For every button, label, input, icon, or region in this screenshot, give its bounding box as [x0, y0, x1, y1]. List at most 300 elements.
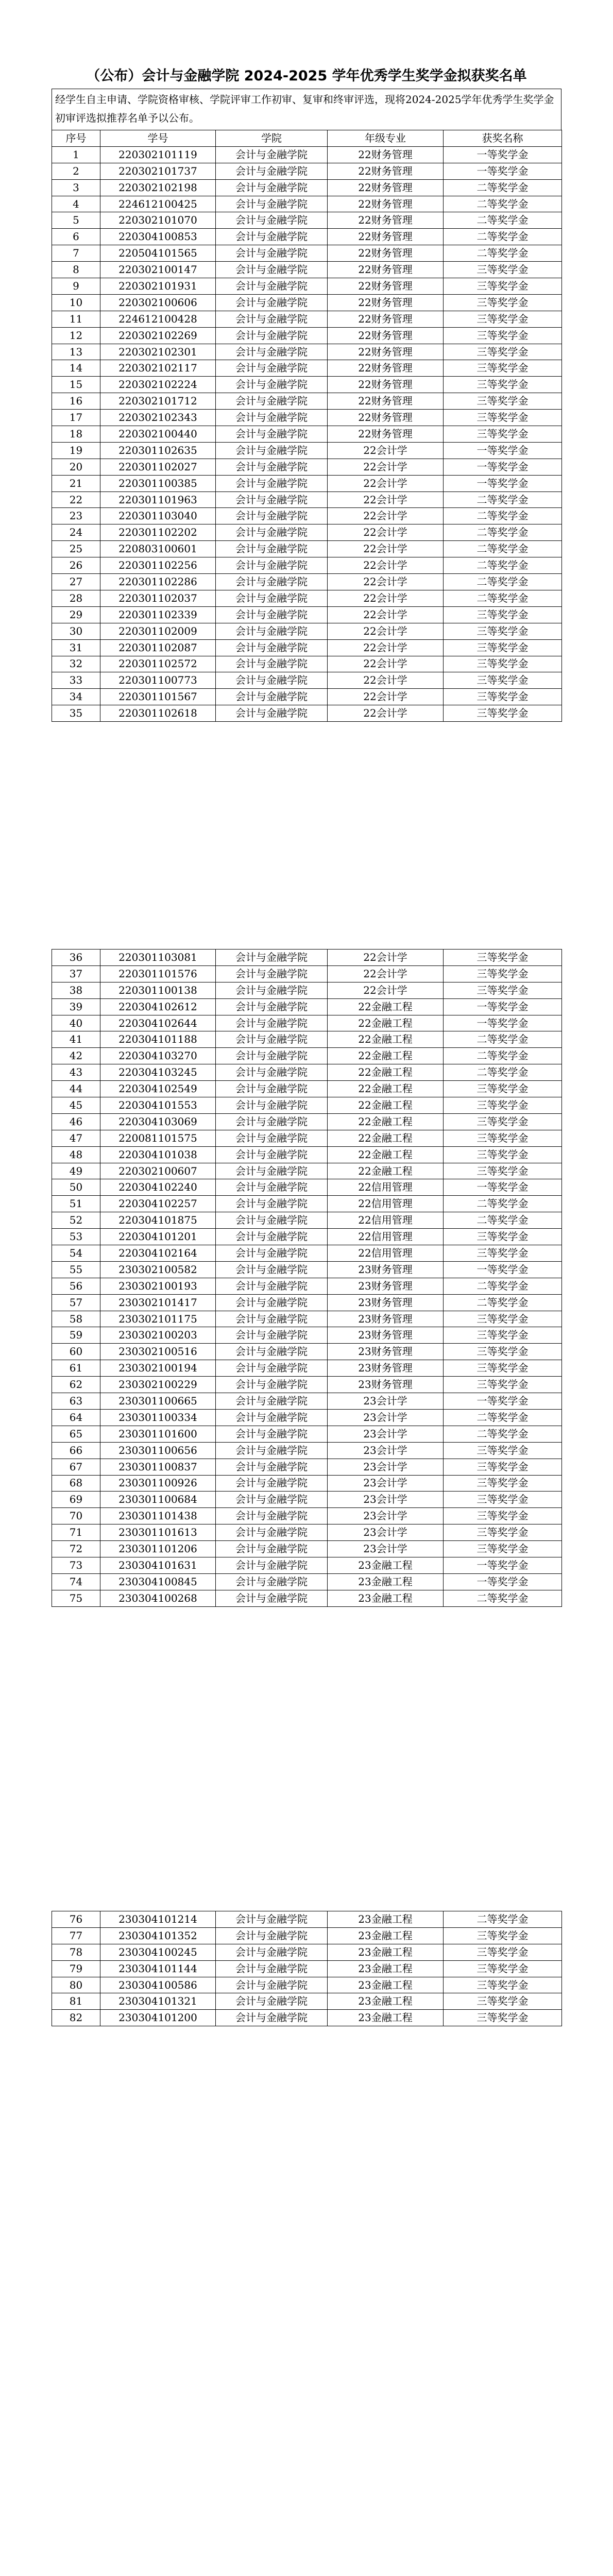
table-row	[52, 262, 562, 278]
cell-student-id: 220301102572	[100, 656, 216, 672]
cell-award: 二等奖学金	[444, 1212, 562, 1229]
cell-college: 会计与金融学院	[216, 1311, 328, 1327]
award-table	[52, 949, 562, 1607]
table-row	[52, 1344, 562, 1360]
cell-student-id: 220301102256	[100, 557, 216, 574]
cell-award: 三等奖学金	[444, 1960, 562, 1977]
cell-student-id: 220304102549	[100, 1081, 216, 1097]
cell-index: 52	[52, 1212, 100, 1229]
cell-index: 4	[52, 196, 100, 212]
cell-award: 二等奖学金	[444, 212, 562, 229]
cell-college: 会计与金融学院	[216, 1212, 328, 1229]
cell-award: 三等奖学金	[444, 360, 562, 377]
cell-student-id: 220301102286	[100, 574, 216, 590]
table-row	[52, 1557, 562, 1573]
table-row	[52, 1944, 562, 1960]
cell-grade-major: 22信用管理	[328, 1212, 444, 1229]
cell-college: 会计与金融学院	[216, 623, 328, 639]
cell-grade-major: 23金融工程	[328, 1960, 444, 1977]
cell-award: 一等奖学金	[444, 1015, 562, 1031]
cell-award: 一等奖学金	[444, 475, 562, 492]
cell-award: 二等奖学金	[444, 1196, 562, 1212]
table-row	[52, 672, 562, 689]
cell-student-id: 220302102301	[100, 344, 216, 360]
cell-grade-major: 23金融工程	[328, 1993, 444, 2010]
cell-student-id: 220803100601	[100, 541, 216, 557]
cell-student-id: 220304100853	[100, 229, 216, 245]
cell-index: 22	[52, 492, 100, 508]
cell-college: 会计与金融学院	[216, 606, 328, 623]
table-row	[52, 1064, 562, 1081]
cell-grade-major: 22金融工程	[328, 1015, 444, 1031]
cell-index: 27	[52, 574, 100, 590]
cell-award: 二等奖学金	[444, 1426, 562, 1442]
cell-index: 18	[52, 426, 100, 443]
cell-college: 会计与金融学院	[216, 360, 328, 377]
cell-student-id: 220301103081	[100, 950, 216, 966]
cell-award: 二等奖学金	[444, 1294, 562, 1311]
cell-college: 会计与金融学院	[216, 1031, 328, 1048]
table-row	[52, 1475, 562, 1492]
cell-student-id: 220302101737	[100, 163, 216, 179]
table-row	[52, 475, 562, 492]
cell-student-id: 220302101931	[100, 278, 216, 295]
cell-award: 三等奖学金	[444, 311, 562, 327]
cell-index: 26	[52, 557, 100, 574]
cell-grade-major: 22财务管理	[328, 393, 444, 410]
cell-grade-major: 22金融工程	[328, 1064, 444, 1081]
cell-college: 会计与金融学院	[216, 475, 328, 492]
cell-student-id: 220301101963	[100, 492, 216, 508]
cell-index: 76	[52, 1911, 100, 1928]
cell-college: 会计与金融学院	[216, 327, 328, 344]
table-row	[52, 590, 562, 606]
cell-student-id: 230304100245	[100, 1944, 216, 1960]
cell-award: 二等奖学金	[444, 524, 562, 541]
cell-grade-major: 22会计学	[328, 492, 444, 508]
cell-college: 会计与金融学院	[216, 1048, 328, 1064]
cell-college: 会计与金融学院	[216, 574, 328, 590]
cell-index: 32	[52, 656, 100, 672]
cell-student-id: 220301102202	[100, 524, 216, 541]
cell-award: 一等奖学金	[444, 998, 562, 1015]
cell-award: 三等奖学金	[444, 1113, 562, 1130]
cell-student-id: 230304101321	[100, 1993, 216, 2010]
cell-grade-major: 22财务管理	[328, 344, 444, 360]
cell-student-id: 220304102644	[100, 1015, 216, 1031]
cell-college: 会计与金融学院	[216, 344, 328, 360]
cell-award: 三等奖学金	[444, 656, 562, 672]
cell-grade-major: 23会计学	[328, 1508, 444, 1524]
cell-grade-major: 23财务管理	[328, 1261, 444, 1278]
cell-index: 47	[52, 1130, 100, 1146]
cell-college: 会计与金融学院	[216, 1097, 328, 1114]
cell-student-id: 220301100385	[100, 475, 216, 492]
cell-award: 三等奖学金	[444, 965, 562, 982]
cell-grade-major: 23金融工程	[328, 1927, 444, 1944]
cell-award: 三等奖学金	[444, 1944, 562, 1960]
cell-grade-major: 23会计学	[328, 1492, 444, 1508]
cell-index: 63	[52, 1393, 100, 1410]
cell-student-id: 230304101631	[100, 1557, 216, 1573]
cell-student-id: 230304101352	[100, 1927, 216, 1944]
cell-grade-major: 22会计学	[328, 508, 444, 524]
cell-student-id: 220304103245	[100, 1064, 216, 1081]
cell-college: 会计与金融学院	[216, 2010, 328, 2026]
cell-award: 三等奖学金	[444, 982, 562, 998]
cell-student-id: 230301100684	[100, 1492, 216, 1508]
cell-grade-major: 23会计学	[328, 1475, 444, 1492]
cell-index: 66	[52, 1442, 100, 1459]
cell-grade-major: 23金融工程	[328, 2010, 444, 2026]
cell-grade-major: 22财务管理	[328, 245, 444, 262]
table-row	[52, 1327, 562, 1344]
cell-grade-major: 23会计学	[328, 1393, 444, 1410]
cell-award: 一等奖学金	[444, 146, 562, 163]
table-row	[52, 1081, 562, 1097]
cell-index: 60	[52, 1344, 100, 1360]
cell-award: 三等奖学金	[444, 410, 562, 426]
cell-college: 会计与金融学院	[216, 377, 328, 393]
cell-student-id: 230302100582	[100, 1261, 216, 1278]
cell-college: 会计与金融学院	[216, 1179, 328, 1196]
cell-grade-major: 23金融工程	[328, 1911, 444, 1928]
cell-award: 二等奖学金	[444, 1048, 562, 1064]
cell-grade-major: 22金融工程	[328, 1113, 444, 1130]
cell-grade-major: 23财务管理	[328, 1344, 444, 1360]
table-row	[52, 557, 562, 574]
cell-award: 二等奖学金	[444, 1064, 562, 1081]
header-grade-major: 年级专业	[328, 130, 444, 147]
cell-student-id: 230304100845	[100, 1573, 216, 1590]
cell-award: 三等奖学金	[444, 1492, 562, 1508]
cell-grade-major: 22金融工程	[328, 1146, 444, 1163]
cell-index: 81	[52, 1993, 100, 2010]
cell-index: 33	[52, 672, 100, 689]
cell-index: 82	[52, 2010, 100, 2026]
cell-grade-major: 22财务管理	[328, 294, 444, 311]
cell-college: 会计与金融学院	[216, 1927, 328, 1944]
table-row	[52, 196, 562, 212]
cell-student-id: 220304102257	[100, 1196, 216, 1212]
table-row	[52, 1508, 562, 1524]
award-table	[52, 1911, 562, 2026]
cell-college: 会计与金融学院	[216, 179, 328, 196]
cell-award: 三等奖学金	[444, 1977, 562, 1993]
cell-award: 三等奖学金	[444, 950, 562, 966]
table-row	[52, 656, 562, 672]
cell-college: 会计与金融学院	[216, 1278, 328, 1294]
cell-award: 一等奖学金	[444, 459, 562, 475]
cell-index: 51	[52, 1196, 100, 1212]
cell-award: 一等奖学金	[444, 1573, 562, 1590]
cell-award: 三等奖学金	[444, 377, 562, 393]
table-row	[52, 1590, 562, 1606]
cell-grade-major: 22财务管理	[328, 262, 444, 278]
cell-index: 3	[52, 179, 100, 196]
cell-grade-major: 22财务管理	[328, 426, 444, 443]
cell-student-id: 220304102164	[100, 1245, 216, 1262]
cell-award: 三等奖学金	[444, 1163, 562, 1179]
cell-award: 二等奖学金	[444, 1031, 562, 1048]
header-college: 学院	[216, 130, 328, 147]
cell-index: 79	[52, 1960, 100, 1977]
cell-college: 会计与金融学院	[216, 672, 328, 689]
table-row	[52, 639, 562, 656]
cell-index: 65	[52, 1426, 100, 1442]
cell-college: 会计与金融学院	[216, 1442, 328, 1459]
cell-index: 57	[52, 1294, 100, 1311]
cell-grade-major: 22会计学	[328, 590, 444, 606]
cell-award: 三等奖学金	[444, 1377, 562, 1393]
cell-student-id: 220301101567	[100, 689, 216, 705]
cell-college: 会计与金融学院	[216, 1344, 328, 1360]
table-row	[52, 1097, 562, 1114]
table-row	[52, 426, 562, 443]
cell-student-id: 220304101875	[100, 1212, 216, 1229]
cell-college: 会计与金融学院	[216, 1573, 328, 1590]
cell-student-id: 230301100665	[100, 1393, 216, 1410]
cell-award: 一等奖学金	[444, 442, 562, 459]
cell-grade-major: 22会计学	[328, 475, 444, 492]
cell-award: 三等奖学金	[444, 426, 562, 443]
table-row	[52, 574, 562, 590]
table-row	[52, 623, 562, 639]
cell-award: 三等奖学金	[444, 1344, 562, 1360]
cell-college: 会计与金融学院	[216, 1081, 328, 1097]
cell-grade-major: 22会计学	[328, 606, 444, 623]
cell-index: 46	[52, 1113, 100, 1130]
cell-student-id: 220301102009	[100, 623, 216, 639]
cell-grade-major: 22财务管理	[328, 410, 444, 426]
table-row	[52, 982, 562, 998]
table-row	[52, 1977, 562, 1993]
cell-college: 会计与金融学院	[216, 1590, 328, 1606]
table-row	[52, 689, 562, 705]
cell-index: 56	[52, 1278, 100, 1294]
cell-index: 17	[52, 410, 100, 426]
cell-grade-major: 23财务管理	[328, 1311, 444, 1327]
table-row	[52, 212, 562, 229]
cell-college: 会计与金融学院	[216, 196, 328, 212]
cell-index: 55	[52, 1261, 100, 1278]
cell-student-id: 220304102612	[100, 998, 216, 1015]
cell-award: 三等奖学金	[444, 294, 562, 311]
cell-college: 会计与金融学院	[216, 705, 328, 722]
cell-college: 会计与金融学院	[216, 1475, 328, 1492]
cell-student-id: 220302102198	[100, 179, 216, 196]
cell-grade-major: 22会计学	[328, 442, 444, 459]
cell-grade-major: 23财务管理	[328, 1377, 444, 1393]
cell-award: 三等奖学金	[444, 672, 562, 689]
cell-award: 三等奖学金	[444, 639, 562, 656]
cell-index: 20	[52, 459, 100, 475]
cell-student-id: 220302101070	[100, 212, 216, 229]
table-row	[52, 1130, 562, 1146]
table-row	[52, 1360, 562, 1377]
cell-college: 会计与金融学院	[216, 1524, 328, 1541]
cell-index: 5	[52, 212, 100, 229]
cell-index: 67	[52, 1459, 100, 1475]
cell-index: 21	[52, 475, 100, 492]
cell-college: 会计与金融学院	[216, 492, 328, 508]
cell-college: 会计与金融学院	[216, 557, 328, 574]
cell-index: 38	[52, 982, 100, 998]
cell-index: 68	[52, 1475, 100, 1492]
cell-index: 59	[52, 1327, 100, 1344]
cell-index: 53	[52, 1229, 100, 1245]
cell-college: 会计与金融学院	[216, 982, 328, 998]
cell-grade-major: 22信用管理	[328, 1196, 444, 1212]
cell-college: 会计与金融学院	[216, 1261, 328, 1278]
cell-award: 一等奖学金	[444, 1557, 562, 1573]
cell-student-id: 220302100607	[100, 1163, 216, 1179]
cell-grade-major: 22财务管理	[328, 311, 444, 327]
cell-grade-major: 22信用管理	[328, 1179, 444, 1196]
cell-index: 64	[52, 1409, 100, 1426]
table-row	[52, 1294, 562, 1311]
cell-college: 会计与金融学院	[216, 950, 328, 966]
cell-grade-major: 23会计学	[328, 1541, 444, 1557]
cell-grade-major: 22财务管理	[328, 377, 444, 393]
cell-award: 一等奖学金	[444, 1179, 562, 1196]
cell-student-id: 220302101712	[100, 393, 216, 410]
cell-award: 二等奖学金	[444, 196, 562, 212]
cell-student-id: 224612100428	[100, 311, 216, 327]
cell-grade-major: 23会计学	[328, 1409, 444, 1426]
cell-award: 二等奖学金	[444, 179, 562, 196]
cell-college: 会计与金融学院	[216, 1229, 328, 1245]
cell-college: 会计与金融学院	[216, 656, 328, 672]
cell-award: 二等奖学金	[444, 245, 562, 262]
cell-grade-major: 23会计学	[328, 1426, 444, 1442]
table-row	[52, 229, 562, 245]
cell-student-id: 230301101438	[100, 1508, 216, 1524]
cell-college: 会计与金融学院	[216, 1508, 328, 1524]
table-row	[52, 541, 562, 557]
cell-award: 三等奖学金	[444, 1360, 562, 1377]
cell-student-id: 220301102618	[100, 705, 216, 722]
cell-grade-major: 22财务管理	[328, 327, 444, 344]
cell-index: 8	[52, 262, 100, 278]
cell-student-id: 220301100773	[100, 672, 216, 689]
cell-grade-major: 22金融工程	[328, 1048, 444, 1064]
cell-student-id: 230301100334	[100, 1409, 216, 1426]
cell-student-id: 230304101200	[100, 2010, 216, 2026]
cell-award: 一等奖学金	[444, 1261, 562, 1278]
table-page-2	[52, 949, 561, 1607]
cell-grade-major: 22财务管理	[328, 146, 444, 163]
table-row	[52, 1911, 562, 1928]
cell-grade-major: 22会计学	[328, 656, 444, 672]
cell-award: 三等奖学金	[444, 1097, 562, 1114]
cell-grade-major: 22会计学	[328, 639, 444, 656]
cell-student-id: 220304102240	[100, 1179, 216, 1196]
table-row	[52, 1960, 562, 1977]
table-row	[52, 327, 562, 344]
table-row	[52, 1163, 562, 1179]
cell-index: 25	[52, 541, 100, 557]
cell-index: 58	[52, 1311, 100, 1327]
cell-index: 31	[52, 639, 100, 656]
cell-award: 二等奖学金	[444, 590, 562, 606]
cell-index: 11	[52, 311, 100, 327]
cell-award: 三等奖学金	[444, 393, 562, 410]
cell-index: 13	[52, 344, 100, 360]
table-row	[52, 1409, 562, 1426]
cell-award: 三等奖学金	[444, 2010, 562, 2026]
cell-college: 会计与金融学院	[216, 1113, 328, 1130]
table-row	[52, 344, 562, 360]
cell-grade-major: 22会计学	[328, 623, 444, 639]
cell-award: 三等奖学金	[444, 327, 562, 344]
cell-index: 37	[52, 965, 100, 982]
cell-award: 三等奖学金	[444, 1541, 562, 1557]
cell-college: 会计与金融学院	[216, 1911, 328, 1928]
cell-index: 39	[52, 998, 100, 1015]
table-row	[52, 1278, 562, 1294]
header-index: 序号	[52, 130, 100, 147]
cell-award: 一等奖学金	[444, 163, 562, 179]
cell-grade-major: 22会计学	[328, 541, 444, 557]
cell-college: 会计与金融学院	[216, 965, 328, 982]
cell-index: 2	[52, 163, 100, 179]
cell-index: 16	[52, 393, 100, 410]
cell-college: 会计与金融学院	[216, 1294, 328, 1311]
cell-student-id: 220302101119	[100, 146, 216, 163]
cell-college: 会计与金融学院	[216, 1196, 328, 1212]
table-row	[52, 1442, 562, 1459]
table-row	[52, 1245, 562, 1262]
cell-award: 三等奖学金	[444, 344, 562, 360]
table-row	[52, 1015, 562, 1031]
cell-student-id: 230301101206	[100, 1541, 216, 1557]
cell-student-id: 230304100268	[100, 1590, 216, 1606]
cell-grade-major: 23财务管理	[328, 1294, 444, 1311]
cell-award: 三等奖学金	[444, 278, 562, 295]
cell-student-id: 220302102269	[100, 327, 216, 344]
cell-student-id: 230301100837	[100, 1459, 216, 1475]
cell-student-id: 220301102037	[100, 590, 216, 606]
cell-college: 会计与金融学院	[216, 1377, 328, 1393]
cell-college: 会计与金融学院	[216, 590, 328, 606]
table-row	[52, 1541, 562, 1557]
cell-college: 会计与金融学院	[216, 294, 328, 311]
cell-student-id: 230302100203	[100, 1327, 216, 1344]
table-row	[52, 146, 562, 163]
intro-paragraph: 经学生自主申请、学院资格审核、学院评审工作初审、复审和终审评选，现将2024-2025学年优秀学生奖学金初审评选拟推荐名单予以公布。	[52, 89, 561, 130]
table-row	[52, 1212, 562, 1229]
cell-college: 会计与金融学院	[216, 163, 328, 179]
table-row	[52, 998, 562, 1015]
cell-award: 二等奖学金	[444, 1278, 562, 1294]
table-row	[52, 1196, 562, 1212]
cell-award: 一等奖学金	[444, 1393, 562, 1410]
table-row	[52, 294, 562, 311]
cell-grade-major: 22会计学	[328, 459, 444, 475]
cell-college: 会计与金融学院	[216, 639, 328, 656]
table-page-3	[52, 1911, 561, 2026]
cell-index: 12	[52, 327, 100, 344]
cell-grade-major: 23会计学	[328, 1524, 444, 1541]
table-row	[52, 459, 562, 475]
table-row	[52, 360, 562, 377]
cell-student-id: 230302101175	[100, 1311, 216, 1327]
cell-college: 会计与金融学院	[216, 1245, 328, 1262]
cell-grade-major: 23金融工程	[328, 1573, 444, 1590]
cell-grade-major: 22金融工程	[328, 1097, 444, 1114]
table-row	[52, 442, 562, 459]
